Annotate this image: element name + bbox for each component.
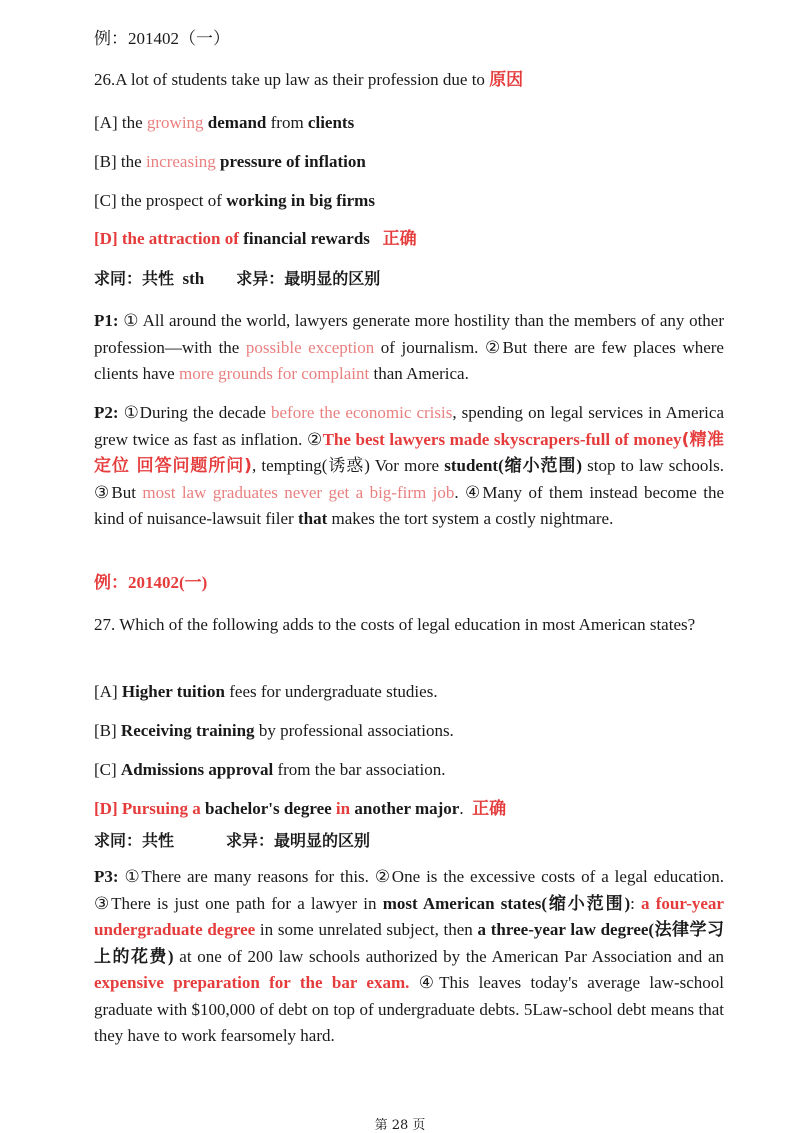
correct-tag: 正确 — [472, 799, 507, 819]
example-heading-2: 例：201402(一) — [94, 573, 208, 592]
example-prefix: 例： — [94, 29, 128, 49]
reason-tag: 原因 — [489, 70, 524, 90]
question-27-stem: 27. Which of the following adds to the costs of legal education in most American states? — [94, 615, 696, 634]
paragraph-p3: P3: ①There are many reasons for this. ②One is the excessive costs of a legal education. ③There is just one path for a lawyer in most American states(缩小范围): a four-year undergraduate degree in some unrelated subject, then a three-year law degree(法律学习上的花费) at one of 200 law schools authorized by the American Par Association and an expensive preparation for the bar exam. ④This leaves today's average law-school graduate with $100,000 of debt on top of undergraduate debts. 5Law-school debt means that they have to work fearsomely hard. — [94, 867, 725, 1045]
example-heading-1 — [94, 29, 730, 49]
option-27-b: [B] Receiving training by professional associations. — [94, 721, 454, 740]
correct-tag: 正确 — [382, 229, 417, 249]
option-27-c: [C] Admissions approval from the bar association. — [94, 760, 446, 779]
page-number: 第 28 页 — [374, 1118, 426, 1133]
paragraph-p1: P1: ① All around the world, lawyers generate more hostility than the members of any other profession—with the possible exception of journalism. ②But there are few places where clients have more grounds for complaint than America. — [94, 311, 724, 383]
option-27-d: [D] Pursuing a bachelor's degree in another major. 正确 — [94, 799, 507, 819]
option-26-d: [D] the attraction of financial rewards 正确 — [94, 229, 417, 249]
example-code: 201402（一） — [128, 29, 230, 48]
analysis-note-1: 求同：共性 sth 求异：最明显的区别 — [94, 269, 381, 288]
option-26-b: [B] the increasing pressure of inflation — [94, 152, 366, 171]
option-26-a: [A] the growing demand from clients — [94, 113, 355, 132]
question-26-stem: 26.A lot of students take up law as their profession due to 原因 — [94, 70, 524, 90]
paragraph-p2: P2: ①During the decade before the economic crisis, spending on legal services in America grew twice as fast as inflation. ②The best lawyers made skyscrapers-full of money(精准定位 回答问题所问), tempting(诱惑) Vor more student(缩小范围) stop to law schools. ③But most law graduates never get a big-firm job. ④Many of them instead become the kind of nuisance-lawsuit filer that makes the tort system a costly nightmare. — [94, 403, 725, 528]
option-27-a: [A] Higher tuition fees for undergraduate studies. — [94, 682, 438, 701]
option-26-c: [C] the prospect of working in big firms — [94, 191, 375, 210]
analysis-note-2: 求同：共性 求异：最明显的区别 — [94, 831, 371, 850]
